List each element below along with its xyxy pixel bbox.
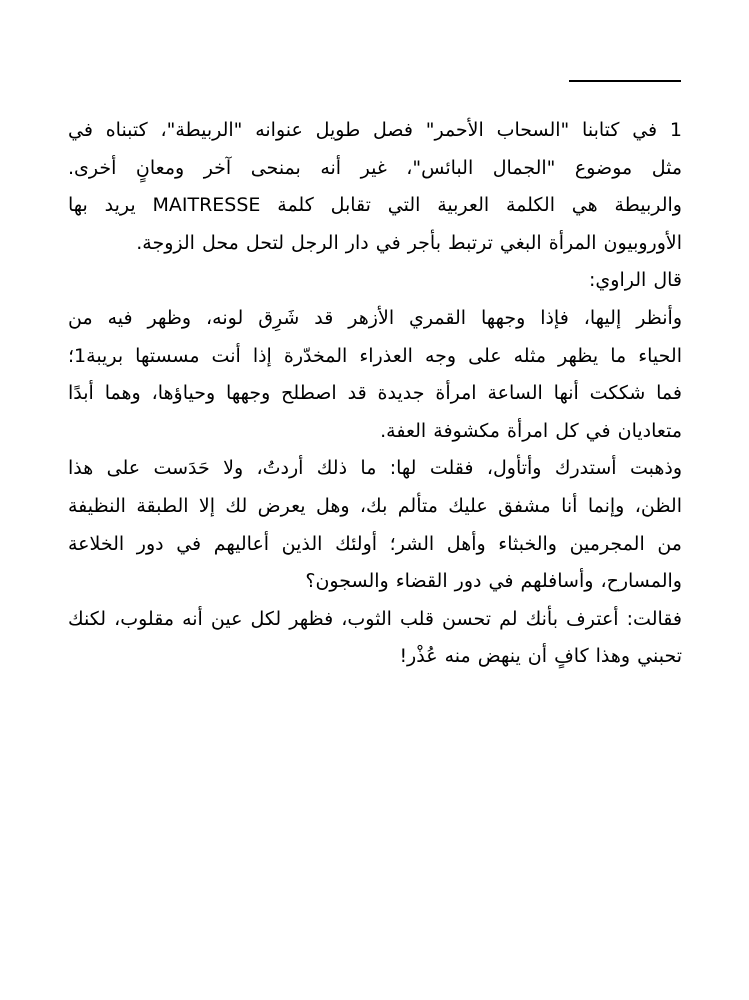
body-text	[68, 112, 682, 676]
text-line: من المجرمين والخبثاء وأهل الشر؛ أولئك الذين أعاليهم في دور الخلاعة	[68, 532, 682, 555]
text-line: مثل موضوع "الجمال البائس"، غير أنه بمنحى آخر ومعانٍ أخرى.	[68, 156, 682, 179]
text-line: الأوروبيون المرأة البغي ترتبط بأجر في دار الرجل لتحل محل الزوجة.	[136, 231, 682, 254]
text-line: قال الراوي:	[589, 269, 682, 292]
footnote-separator-rule	[569, 80, 681, 82]
text-line: والمسارح، وأسافلهم في دور القضاء والسجون؟	[305, 570, 682, 593]
text-line: فما شككت أنها الساعة امرأة جديدة قد اصطلح وجهها وحياؤها، وهما أبدًا	[68, 382, 682, 405]
text-line: وذهبت أستدرك وأتأول، فقلت لها: ما ذلك أردتُ، ولا حَدَست على هذا	[68, 457, 682, 480]
text-line: وأنظر إليها، فإذا وجهها القمري الأزهر قد شَرِق لونه، وظهر فيه من	[68, 306, 682, 329]
text-line: الحياء ما يظهر مثله على وجه العذراء المخدّرة إذا أنت مسستها بريبة1؛	[68, 344, 682, 367]
text-line: متعاديان في كل امرأة مكشوفة العفة.	[380, 419, 682, 442]
text-line: الظن، وإنما أنا مشفق عليك متألم بك، وهل يعرض لك إلا الطبقة النظيفة	[68, 494, 682, 517]
text-line: فقالت: أعترف بأنك لم تحسن قلب الثوب، فظهر لكل عين أنه مقلوب، لكنك	[68, 607, 682, 630]
text-line: 1 في كتابنا "السحاب الأحمر" فصل طويل عنوانه "الربيطة"، كتبناه في	[68, 119, 682, 141]
text-line: والربيطة هي الكلمة العربية التي تقابل كلمة MAITRESSE يريد بها	[68, 194, 682, 217]
text-line: تحبني وهذا كافٍ أن ينهض منه عُذْر!	[399, 645, 682, 668]
